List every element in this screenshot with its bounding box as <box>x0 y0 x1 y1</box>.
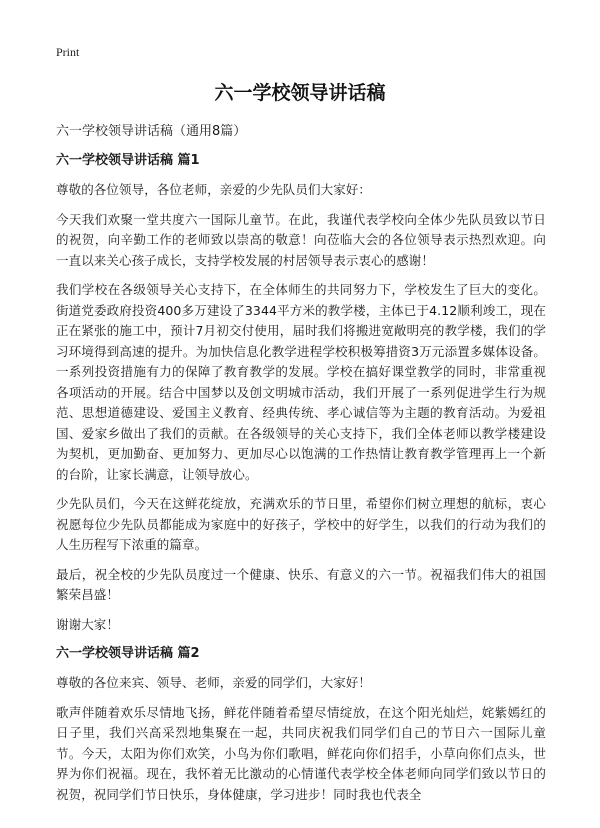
section-heading: 六一学校领导讲话稿 篇1 <box>56 153 200 168</box>
body-paragraph: 最后，祝全校的少先队员度过一个健康、快乐、有意义的六一节。祝福我们伟大的祖国繁荣昌盛！ <box>56 566 546 602</box>
document-body <box>56 122 546 814</box>
section-heading: 六一学校领导讲话稿 篇2 <box>56 646 200 661</box>
body-paragraph: 少先队员们，今天在这鲜花绽放，充满欢乐的节日里，希望你们树立理想的航标，衷心祝愿每位少先队员都能成为家庭中的好孩子，学校中的好学生，以我们的行动为我们的人生历程写下浓重的篇章。 <box>56 496 546 552</box>
section-2 <box>56 644 546 805</box>
page-title: 六一学校领导讲话稿 <box>214 82 386 104</box>
greeting-paragraph: 尊敬的各位来宾、领导、老师，亲爱的同学们，大家好！ <box>56 675 372 690</box>
body-paragraph: 歌声伴随着欢乐尽情地飞扬，鲜花伴随着希望尽情绽放，在这个阳光灿烂，姹紫嫣红的日子里，我们兴高采烈地集聚在一起，共同庆祝我们同学们自己的节日六一国际儿童节。今天，太阳为你们欢笑，小鸟为你们歌唱，鲜花向你们招手，小草向你们点头，世界为你们祝福。现在，我怀着无比激动的心情谨代表学校全体老师向同学们致以节日的祝贺，祝同学们节日快乐，身体健康，学习进步！同时我也代表全 <box>56 704 546 802</box>
document-subtitle: 六一学校领导讲话稿（通用8篇） <box>56 124 247 139</box>
body-paragraph: 今天我们欢聚一堂共度六一国际儿童节。在此，我谨代表学校向全体少先队员致以节日的祝贺，向辛勤工作的老师致以崇高的敬意！向莅临大会的各位领导表示热烈欢迎。向一直以来关心孩子成长，支持学校发展的村居领导表示衷心的感谢！ <box>56 211 546 268</box>
section-1 <box>56 151 546 635</box>
print-link[interactable]: Print <box>56 45 80 59</box>
body-paragraph: 我们学校在各级领导关心支持下，在全体师生的共同努力下，学校发生了巨大的变化。街道党委政府投资400多万建设了3344平方米的教学楼，主体已于4.12顺利竣工，现在正在紧张的施工中，预计7月初交付使用，届时我们将搬进宽敞明亮的教学楼，我们的学习环境得到高速的提升。为加快信息化教学进程学校积极筹措资3万元添置多媒体设备。一系列投资措施有力的保障了教育教学的发展。学校在搞好课堂教学的同时，非常重视各项活动的开展。结合中国梦以及创文明城市活动，我们开展了一系列促进学生行为规范、思想道德建设、爱国主义教育、经典传统、孝心诚信等为主题的教育活动。为爱祖国、爱家乡做出了我们的贡献。在各级领导的关心支持下，我们全体老师以教学楼建设为契机，更加勤奋、更加努力、更加尽心以饱满的工作热情让教育教学管理再上一个新的台阶，让家长满意，让领导放心。 <box>56 282 546 482</box>
closing-paragraph: 谢谢大家！ <box>56 616 120 632</box>
greeting-paragraph: 尊敬的各位领导，各位老师，亲爱的少先队员们大家好： <box>56 182 372 197</box>
